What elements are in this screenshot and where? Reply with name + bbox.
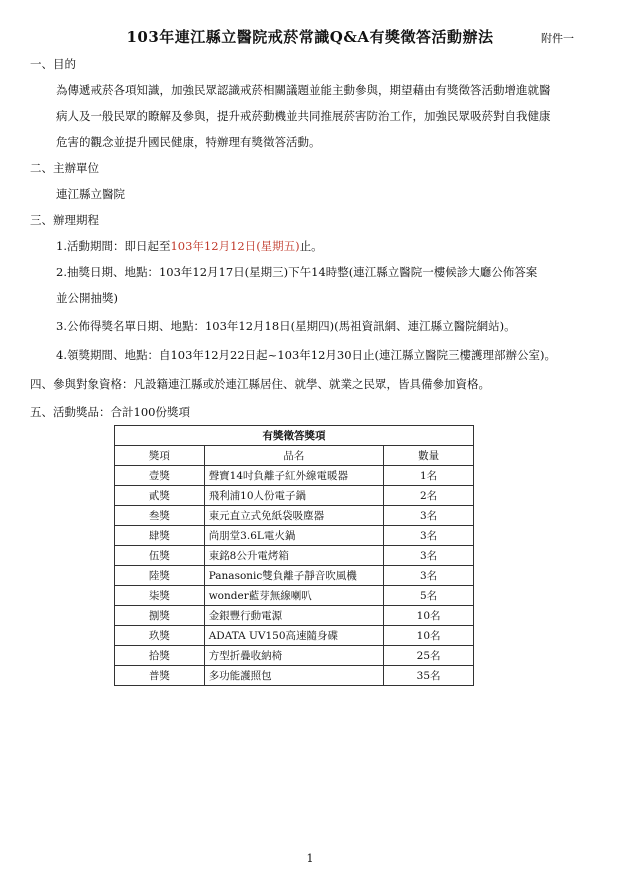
table-row: [115, 586, 474, 606]
prize-item-name: Panasonic雙負離子靜音吹風機: [204, 566, 383, 586]
header-prize-rank: 獎項: [115, 446, 205, 466]
schedule-item-1-suffix: 止。: [299, 239, 323, 253]
prize-item-name: 金銀豐行動電源: [204, 606, 383, 626]
table-row: [115, 526, 474, 546]
table-row: [115, 626, 474, 646]
prize-item-name: 多功能護照包: [204, 666, 383, 686]
prize-item-name: 飛利浦10人份電子鍋: [204, 486, 383, 506]
table-row: [115, 546, 474, 566]
annex-label: 附件一: [541, 32, 574, 45]
prize-rank: 柒獎: [115, 586, 205, 606]
schedule-item-2: 2.抽獎日期、地點：103年12月17日(星期三)下午14時整(連江縣立醫院一樓候診大廳公佈答案: [56, 265, 538, 279]
prize-rank: 肆獎: [115, 526, 205, 546]
schedule-item-1-prefix: 1.活動期間：即日起至: [56, 239, 171, 253]
prize-quantity: 3名: [384, 566, 474, 586]
section-1-heading: 一、目的: [30, 57, 76, 71]
prize-item-name: wonder藍芽無線喇叭: [204, 586, 383, 606]
section-1-line-1: 為傳遞戒菸各項知識，加強民眾認識戒菸相關議題並能主動參與，期望藉由有獎徵答活動增進就醫: [56, 83, 551, 97]
prize-rank: 陸獎: [115, 566, 205, 586]
schedule-item-4: 4.領獎期間、地點：自103年12月22日起~103年12月30日止(連江縣立醫院三樓護理部辦公室)。: [56, 348, 557, 362]
section-2-body: 連江縣立醫院: [56, 187, 125, 201]
prize-rank: 玖獎: [115, 626, 205, 646]
prize-quantity: 3名: [384, 506, 474, 526]
table-row: [115, 506, 474, 526]
prize-quantity: 10名: [384, 606, 474, 626]
prize-quantity: 2名: [384, 486, 474, 506]
prize-rank: 捌獎: [115, 606, 205, 626]
schedule-item-3: 3.公佈得獎名單日期、地點：103年12月18日(星期四)(馬祖資訊網、連江縣立醫院網站)。: [56, 319, 516, 333]
prize-rank: 貳獎: [115, 486, 205, 506]
prize-quantity: 5名: [384, 586, 474, 606]
table-row: [115, 666, 474, 686]
page-title: 103年連江縣立醫院戒菸常識Q&A有獎徵答活動辦法: [126, 28, 494, 46]
prize-item-name: 聲寶14吋負離子紅外線電暖器: [204, 466, 383, 486]
prize-quantity: 3名: [384, 526, 474, 546]
prize-rank: 壹獎: [115, 466, 205, 486]
prize-rank: 叁獎: [115, 506, 205, 526]
prize-item-name: 尚朋堂3.6L電火鍋: [204, 526, 383, 546]
header-quantity: 數量: [384, 446, 474, 466]
deadline-date: 103年12月12日(星期五): [170, 239, 300, 253]
schedule-item-2-cont: 並公開抽獎): [56, 291, 118, 305]
section-4-text: 四、參與對象資格：凡設籍連江縣或於連江縣居住、就學、就業之民眾，皆具備參加資格。: [30, 377, 490, 391]
section-1-line-3: 危害的觀念並提升國民健康，特辦理有獎徵答活動。: [56, 135, 321, 149]
prize-table-title: 有獎徵答獎項: [115, 426, 474, 446]
table-row: [115, 566, 474, 586]
table-row: [115, 646, 474, 666]
prize-quantity: 25名: [384, 646, 474, 666]
section-3-heading: 三、辦理期程: [30, 213, 99, 227]
table-row: [115, 486, 474, 506]
section-1-line-2: 病人及一般民眾的瞭解及參與，提升戒菸動機並共同推展菸害防治工作，加強民眾吸菸對自我健康: [56, 109, 551, 123]
section-2-heading: 二、主辦單位: [30, 161, 99, 175]
prize-item-name: 東元直立式免紙袋吸塵器: [204, 506, 383, 526]
page-number: 1: [306, 852, 314, 865]
prize-item-name: 東銘8公升電烤箱: [204, 546, 383, 566]
schedule-item-1: [56, 238, 323, 254]
prize-rank: 拾獎: [115, 646, 205, 666]
prize-quantity: 35名: [384, 666, 474, 686]
table-row: [115, 466, 474, 486]
prize-quantity: 1名: [384, 466, 474, 486]
table-row: [115, 606, 474, 626]
header-item-name: 品名: [204, 446, 383, 466]
section-5-text: 五、活動獎品：合計100份獎項: [30, 405, 190, 419]
prize-item-name: ADATA UV150高速隨身碟: [204, 626, 383, 646]
prize-item-name: 方型折疊收納椅: [204, 646, 383, 666]
prize-rank: 普獎: [115, 666, 205, 686]
prize-quantity: 3名: [384, 546, 474, 566]
prize-rank: 伍獎: [115, 546, 205, 566]
prize-quantity: 10名: [384, 626, 474, 646]
prize-table-header: [115, 446, 474, 466]
prize-table: [114, 425, 474, 686]
